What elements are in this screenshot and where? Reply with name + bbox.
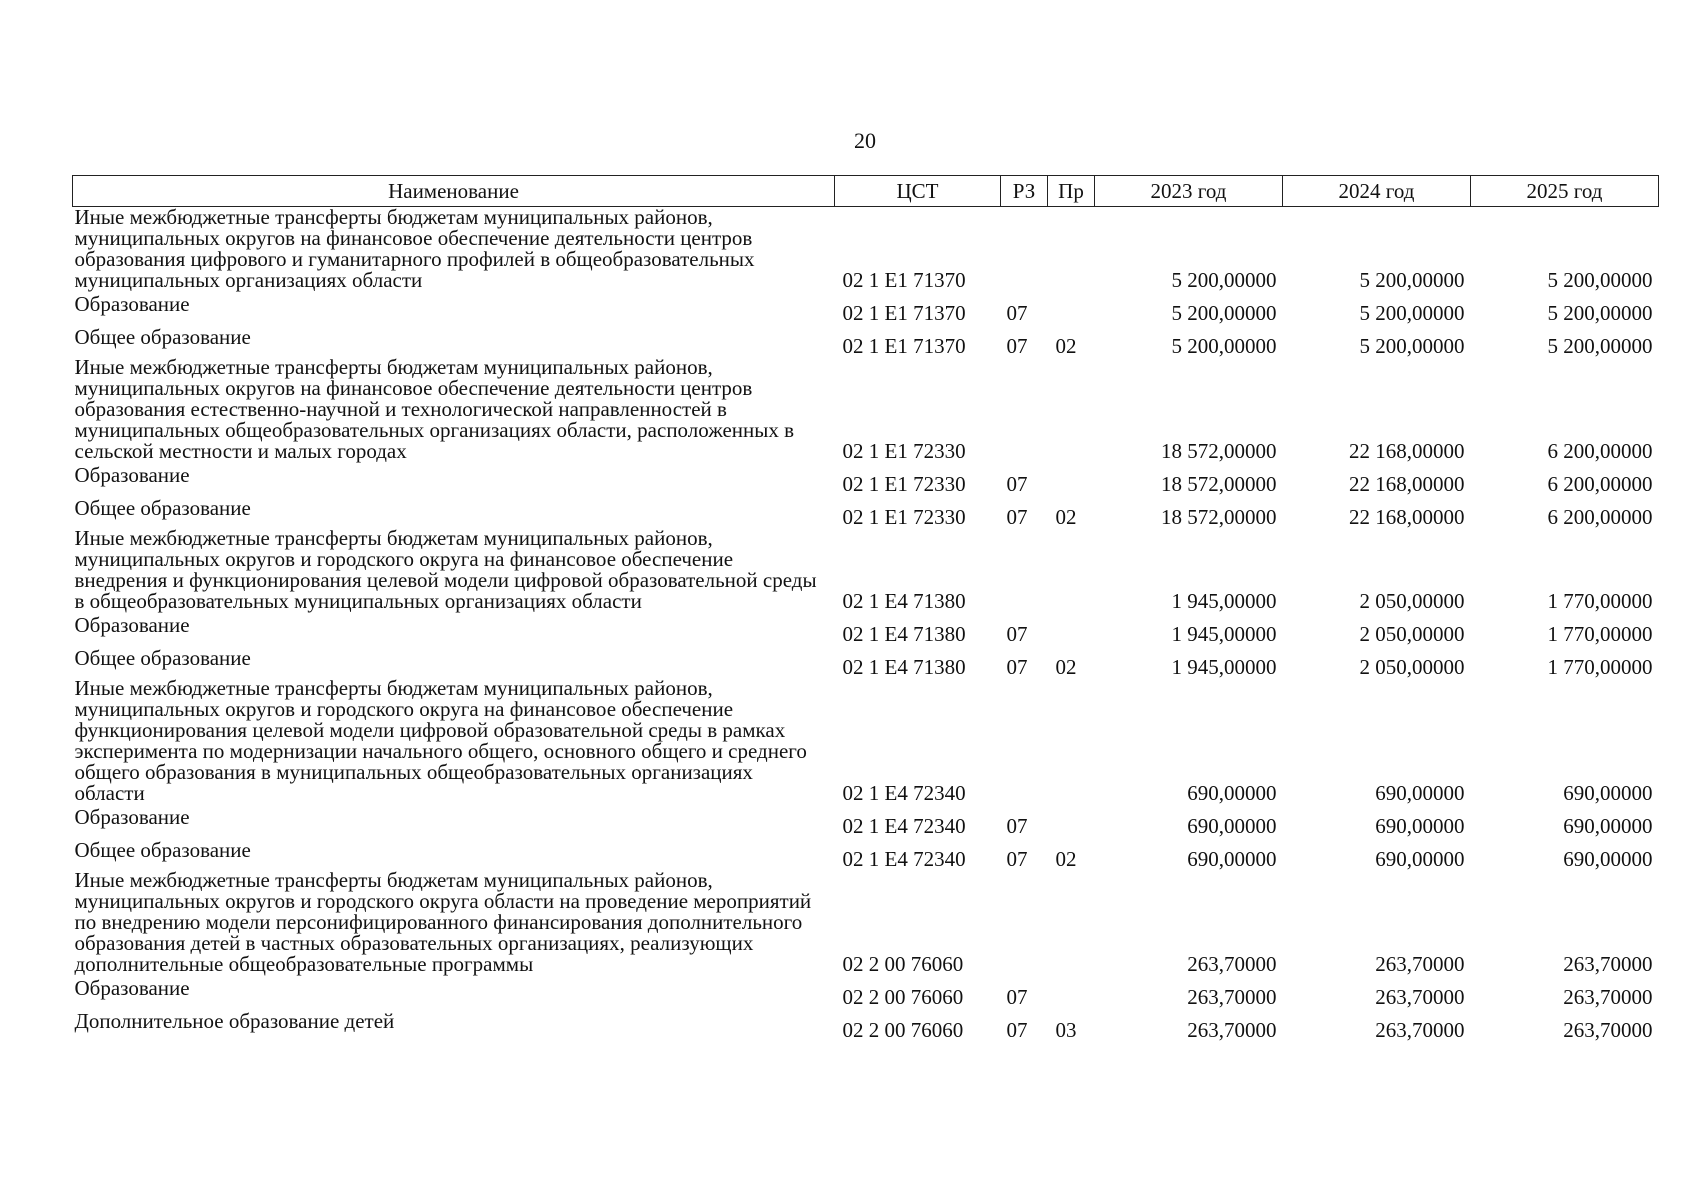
table-header	[73, 176, 1659, 207]
row-value-2025: 1 770,00000	[1547, 622, 1653, 646]
table-row	[73, 528, 1659, 612]
table-row	[73, 495, 1659, 528]
row-value-2024: 690,00000	[1375, 814, 1465, 838]
row-value-2023: 1 945,00000	[1171, 655, 1277, 679]
row-pr	[1048, 462, 1095, 495]
header-2024: 2024 год	[1283, 176, 1471, 207]
row-value-2025: 6 200,00000	[1547, 439, 1653, 463]
row-value-2023: 5 200,00000	[1171, 268, 1277, 292]
row-cst: 02 1 E4 71380	[842, 589, 966, 613]
row-value-2024: 263,70000	[1375, 1018, 1465, 1042]
table-body	[73, 207, 1659, 1042]
row-name: Иные межбюджетные трансферты бюджетам муниципальных районов, муниципальных округов на финансовое обеспечение деятельности центров образования цифрового и гуманитарного профилей в общеобразовательных муниципальных организациях области	[74, 205, 755, 292]
row-rz	[1001, 678, 1048, 804]
row-value-2025: 5 200,00000	[1547, 301, 1653, 325]
row-cst: 02 1 E1 72330	[842, 472, 966, 496]
row-pr	[1048, 804, 1095, 837]
table-row	[73, 324, 1659, 357]
row-value-2023: 263,70000	[1187, 985, 1277, 1009]
row-cst: 02 2 00 76060	[842, 952, 964, 976]
row-value-2024: 263,70000	[1375, 985, 1465, 1009]
row-cst: 02 1 E4 72340	[842, 814, 966, 838]
row-rz: 07	[1006, 655, 1028, 679]
row-cst: 02 1 E4 72340	[842, 781, 966, 805]
row-pr: 02	[1055, 334, 1077, 358]
row-name: Образование	[74, 292, 190, 316]
row-pr	[1048, 975, 1095, 1008]
row-pr	[1048, 870, 1095, 975]
row-value-2025: 263,70000	[1563, 985, 1653, 1009]
row-rz	[1001, 207, 1048, 292]
row-cst: 02 1 E4 71380	[842, 655, 966, 679]
row-cst: 02 1 E1 71370	[842, 268, 966, 292]
row-value-2023: 18 572,00000	[1161, 472, 1277, 496]
row-name: Образование	[74, 613, 190, 637]
row-cst: 02 1 E4 71380	[842, 622, 966, 646]
row-pr	[1048, 207, 1095, 292]
row-value-2025: 5 200,00000	[1547, 334, 1653, 358]
row-value-2024: 5 200,00000	[1359, 334, 1465, 358]
row-cst: 02 2 00 76060	[842, 1018, 964, 1042]
row-cst: 02 1 E4 72340	[842, 847, 966, 871]
row-value-2025: 1 770,00000	[1547, 589, 1653, 613]
row-cst: 02 2 00 76060	[842, 985, 964, 1009]
table-row	[73, 1008, 1659, 1041]
row-name: Дополнительное образование детей	[74, 1009, 395, 1033]
row-rz: 07	[1006, 622, 1028, 646]
row-name: Общее образование	[74, 325, 251, 349]
row-cst: 02 1 E1 71370	[842, 334, 966, 358]
table-row	[73, 678, 1659, 804]
row-value-2023: 690,00000	[1187, 814, 1277, 838]
row-name: Образование	[74, 976, 190, 1000]
row-rz: 07	[1006, 334, 1028, 358]
row-name: Иные межбюджетные трансферты бюджетам муниципальных районов, муниципальных округов и городского округа на финансовое обеспечение внедрения и функционирования целевой модели цифровой образовательной среды в общеобразовательных муниципальных организациях области	[74, 526, 817, 613]
table-row	[73, 837, 1659, 870]
row-value-2024: 2 050,00000	[1359, 655, 1465, 679]
row-pr: 02	[1055, 655, 1077, 679]
row-value-2024: 2 050,00000	[1359, 622, 1465, 646]
row-name: Иные межбюджетные трансферты бюджетам муниципальных районов, муниципальных округов и городского округа области на проведение мероприятий по внедрению модели персонифицированного финансирования дополнительного образования детей в частных образовательных организациях, реализующих дополнительные общеобразовательные программы	[74, 868, 812, 976]
table-row	[73, 291, 1659, 324]
row-value-2023: 5 200,00000	[1171, 334, 1277, 358]
row-rz	[1001, 357, 1048, 462]
row-pr	[1048, 612, 1095, 645]
row-pr	[1048, 678, 1095, 804]
row-value-2025: 1 770,00000	[1547, 655, 1653, 679]
page-number: 20	[854, 128, 876, 153]
row-rz: 07	[1006, 1018, 1028, 1042]
header-2023: 2023 год	[1095, 176, 1283, 207]
table-row	[73, 462, 1659, 495]
row-value-2024: 22 168,00000	[1349, 505, 1465, 529]
header-pr: Пр	[1048, 176, 1095, 207]
row-pr	[1048, 528, 1095, 612]
row-pr	[1048, 291, 1095, 324]
header-cst: ЦСТ	[835, 176, 1001, 207]
row-value-2023: 690,00000	[1187, 847, 1277, 871]
row-value-2024: 263,70000	[1375, 952, 1465, 976]
row-value-2024: 690,00000	[1375, 847, 1465, 871]
row-name: Образование	[74, 463, 190, 487]
table-row	[73, 612, 1659, 645]
row-name: Общее образование	[74, 838, 251, 862]
row-name: Иные межбюджетные трансферты бюджетам муниципальных районов, муниципальных округов на финансовое обеспечение деятельности центров образования естественно-научной и технологической направленностей в муниципальных общеобразовательных организациях области, расположенных в сельской местности и малых городах	[74, 355, 795, 463]
row-value-2025: 690,00000	[1563, 847, 1653, 871]
row-name: Общее образование	[74, 496, 251, 520]
row-value-2023: 18 572,00000	[1161, 505, 1277, 529]
row-value-2024: 690,00000	[1375, 781, 1465, 805]
header-name: Наименование	[73, 176, 835, 207]
table-row	[73, 804, 1659, 837]
row-name: Иные межбюджетные трансферты бюджетам муниципальных районов, муниципальных округов и городского округа на финансовое обеспечение функционирования целевой модели цифровой образовательной среды в рамках эксперимента по модернизации начального общего, основного общего и среднего общего образования в муниципальных общеобразовательных организациях области	[74, 676, 807, 805]
row-rz	[1001, 870, 1048, 975]
row-rz: 07	[1006, 847, 1028, 871]
row-value-2024: 5 200,00000	[1359, 268, 1465, 292]
table-row	[73, 645, 1659, 678]
row-name: Образование	[74, 805, 190, 829]
table-row	[73, 975, 1659, 1008]
row-rz: 07	[1006, 985, 1028, 1009]
row-cst: 02 1 E1 71370	[842, 301, 966, 325]
row-value-2025: 5 200,00000	[1547, 268, 1653, 292]
row-value-2025: 263,70000	[1563, 952, 1653, 976]
row-rz: 07	[1006, 472, 1028, 496]
row-value-2023: 1 945,00000	[1171, 622, 1277, 646]
row-rz: 07	[1006, 814, 1028, 838]
table-row	[73, 357, 1659, 462]
row-value-2023: 690,00000	[1187, 781, 1277, 805]
row-value-2025: 263,70000	[1563, 1018, 1653, 1042]
row-value-2025: 6 200,00000	[1547, 505, 1653, 529]
row-value-2023: 18 572,00000	[1161, 439, 1277, 463]
row-value-2023: 263,70000	[1187, 1018, 1277, 1042]
row-pr: 02	[1055, 505, 1077, 529]
row-value-2023: 1 945,00000	[1171, 589, 1277, 613]
header-2025: 2025 год	[1471, 176, 1659, 207]
row-cst: 02 1 E1 72330	[842, 505, 966, 529]
row-value-2024: 22 168,00000	[1349, 472, 1465, 496]
row-value-2025: 690,00000	[1563, 814, 1653, 838]
row-name: Общее образование	[74, 646, 251, 670]
row-value-2025: 6 200,00000	[1547, 472, 1653, 496]
row-pr: 03	[1055, 1018, 1077, 1042]
row-value-2025: 690,00000	[1563, 781, 1653, 805]
budget-table	[72, 175, 1659, 1041]
row-value-2024: 2 050,00000	[1359, 589, 1465, 613]
table-row	[73, 870, 1659, 975]
table-row	[73, 207, 1659, 292]
row-rz: 07	[1006, 505, 1028, 529]
row-value-2023: 5 200,00000	[1171, 301, 1277, 325]
row-pr: 02	[1055, 847, 1077, 871]
row-cst: 02 1 E1 72330	[842, 439, 966, 463]
row-rz: 07	[1006, 301, 1028, 325]
row-pr	[1048, 357, 1095, 462]
row-value-2024: 5 200,00000	[1359, 301, 1465, 325]
row-rz	[1001, 528, 1048, 612]
header-rz: РЗ	[1001, 176, 1048, 207]
row-value-2024: 22 168,00000	[1349, 439, 1465, 463]
row-value-2023: 263,70000	[1187, 952, 1277, 976]
